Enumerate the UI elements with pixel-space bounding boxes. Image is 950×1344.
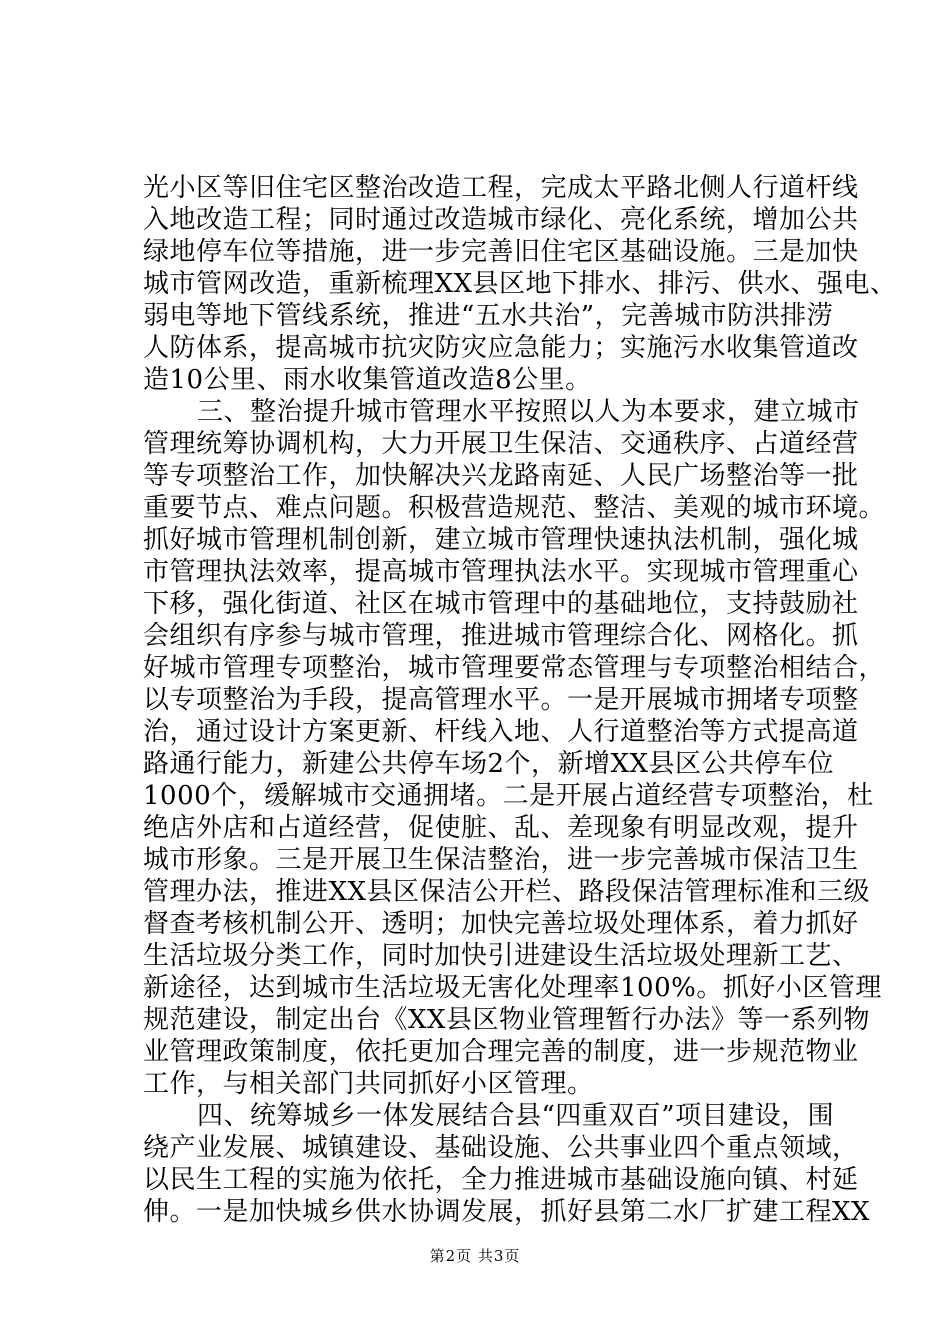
page-number-footer: 第2页 共3页 [429, 1247, 521, 1265]
text-line: 入地改造工程；同时通过改造城市绿化、亮化系统，增加公共 [143, 205, 859, 235]
text-line: 规范建设，制定出台《XX县区物业管理暂行办法》等一系列物 [143, 1005, 871, 1035]
text-line: 人防体系，提高城市抗灾防灾应急能力；实施污水收集管道改 [143, 333, 859, 363]
paragraph-start-line: 四、统筹城乡一体发展结合县“四重双百”项目建设，围 [197, 1101, 835, 1131]
text-line: 绕产业发展、城镇建设、基础设施、公共事业四个重点领域， [143, 1133, 859, 1163]
text-line: 等专项整治工作，加快解决兴龙路南延、人民广场整治等一批 [143, 461, 859, 491]
document-body [143, 172, 897, 1228]
text-line: 以民生工程的实施为依托，全力推进城市基础设施向镇、村延 [143, 1165, 859, 1195]
text-line: 市管理执法效率，提高城市管理执法水平。实现城市管理重心 [143, 557, 859, 587]
text-line: 光小区等旧住宅区整治改造工程，完成太平路北侧人行道杆线 [143, 173, 859, 203]
text-line: 管理统筹协调机构，大力开展卫生保洁、交通秩序、占道经营 [143, 429, 859, 459]
text-line: 治，通过设计方案更新、杆线入地、人行道整治等方式提高道 [143, 717, 859, 747]
paragraph-start-line: 三、整治提升城市管理水平按照以人为本要求，建立城市 [197, 397, 860, 427]
text-line: 管理办法，推进XX县区保洁公开栏、路段保洁管理标准和三级 [143, 877, 871, 907]
text-line: 造10公里、雨水收集管道改造8公里。 [143, 365, 592, 395]
text-line: 新途径，达到城市生活垃圾无害化处理率100%。抓好小区管理 [143, 973, 882, 1003]
text-line: 重要节点、难点问题。积极营造规范、整洁、美观的城市环境。 [143, 493, 886, 523]
text-line: 以专项整治为手段，提高管理水平。一是开展城市拥堵专项整 [143, 685, 859, 715]
text-line: 弱电等地下管线系统，推进“五水共治”，完善城市防洪排涝 [143, 301, 834, 331]
text-line: 业管理政策制度，依托更加合理完善的制度，进一步规范物业 [143, 1037, 859, 1067]
text-line: 绿地停车位等措施，进一步完善旧住宅区基础设施。三是加快 [143, 237, 859, 267]
text-line: 生活垃圾分类工作，同时加快引进建设生活垃圾处理新工艺、 [143, 941, 859, 971]
text-line: 下移，强化街道、社区在城市管理中的基础地位，支持鼓励社 [143, 589, 859, 619]
text-line: 绝店外店和占道经营，促使脏、乱、差现象有明显改观，提升 [143, 813, 859, 843]
text-line: 1000个，缓解城市交通拥堵。二是开展占道经营专项整治，杜 [143, 781, 874, 811]
text-line: 会组织有序参与城市管理，推进城市管理综合化、网格化。抓 [143, 621, 859, 651]
text-line: 工作，与相关部门共同抓好小区管理。 [143, 1069, 594, 1099]
text-line: 城市形象。三是开展卫生保洁整治，进一步完善城市保洁卫生 [143, 845, 859, 875]
text-line: 抓好城市管理机制创新，建立城市管理快速执法机制，强化城 [143, 525, 859, 555]
text-line: 督查考核机制公开、透明；加快完善垃圾处理体系，着力抓好 [143, 909, 859, 939]
text-line: 城市管网改造，重新梳理XX县区地下排水、排污、供水、强电、 [143, 269, 897, 299]
text-line: 路通行能力，新建公共停车场2个，新增XX县区公共停车位 [143, 749, 835, 779]
text-line: 伸。一是加快城乡供水协调发展，抓好县第二水厂扩建工程XX [143, 1197, 871, 1227]
text-line: 好城市管理专项整治，城市管理要常态管理与专项整治相结合， [143, 653, 886, 683]
